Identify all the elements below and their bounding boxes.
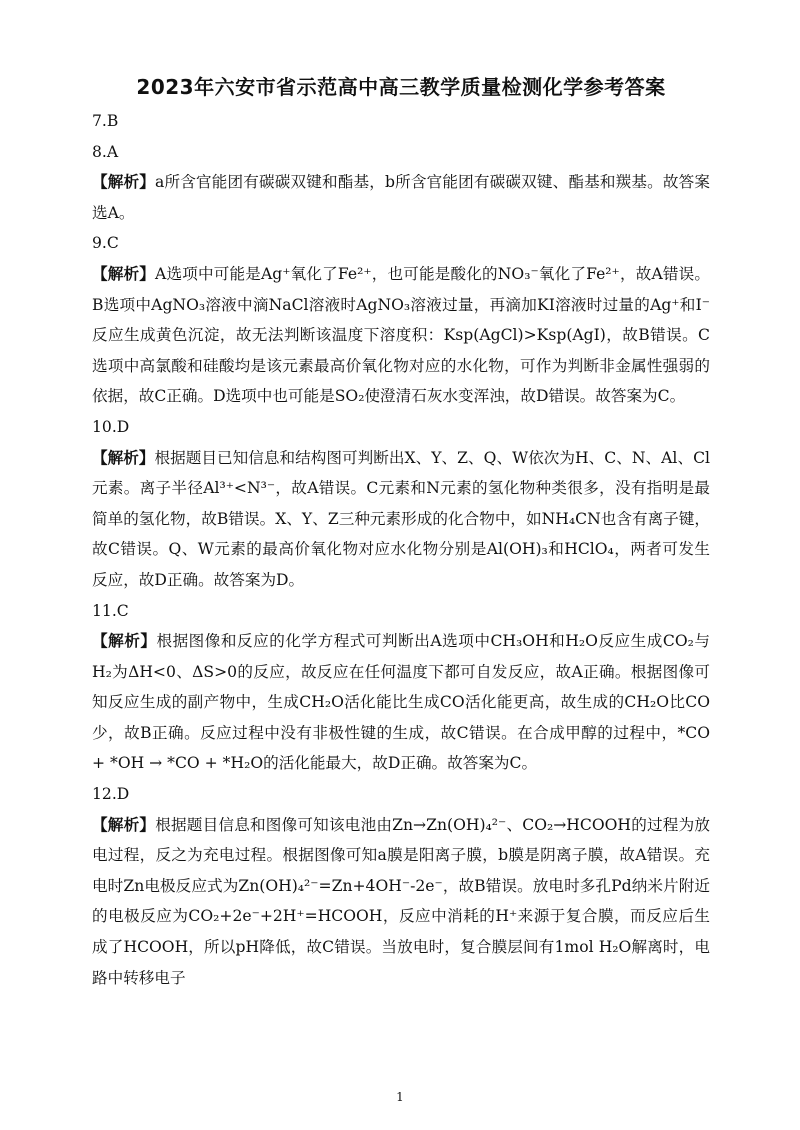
explanation-9-text: A选项中可能是Ag⁺氧化了Fe²⁺，也可能是酸化的NO₃⁻氧化了Fe²⁺，故A错误。B选项中AgNO₃溶液中滴NaCl溶液时AgNO₃溶液过量，再滴加KI溶液时过量的Ag⁺和I⁻反应生成黄色沉淀，故无法判断该温度下溶度积：Ksp(AgCl)>Ksp(AgI)，故B错误。C选项中高氯酸和硅酸均是该元素最高价氧化物对应的水化物，可作为判断非金属性强弱的依据，故C正确。D选项中也可能是SO₂使澄清石灰水变浑浊，故D错误。故答案为C。 (92, 264, 710, 406)
answer-9: 9.C (92, 234, 119, 253)
analysis-label: 【解析】 (92, 263, 156, 283)
explanation-11-text: 根据图像和反应的化学方程式可判断出A选项中CH₃OH和H₂O反应生成CO₂与H₂为ΔH<0、ΔS>0的反应，故反应在任何温度下都可自发反应，故A正确。根据图像可知反应生成的副产物中，生成CH₂O活化能比生成CO活化能更高，故生成的CH₂O比CO少，故B正确。反应过程中没有非极性键的生成，故C错误。在合成甲醇的过程中，*CO + *OH → *CO + *H₂O的活化能最大，故D正确。故答案为C。 (92, 632, 710, 773)
page-title: 2023年六安市省示范高中高三教学质量检测化学参考答案 (136, 75, 666, 99)
explanation-8 (92, 167, 710, 228)
page-number: 1 (396, 1090, 404, 1104)
explanation-9 (92, 259, 710, 412)
answer-10: 10.D (92, 417, 130, 436)
explanation-12 (92, 810, 710, 994)
analysis-label: 【解析】 (92, 631, 157, 651)
explanation-10-text: 根据题目已知信息和结构图可判断出X、Y、Z、Q、W依次为H、C、N、Al、Cl元素。离子半径Al³⁺<N³⁻，故A错误。C元素和N元素的氢化物种类很多，没有指明是最简单的氢化物，故B错误。X、Y、Z三种元素形成的化合物中，如NH₄CN也含有离子键，故C错误。Q、W元素的最高价氧化物对应水化物分别是Al(OH)₃和HClO₄，两者可发生反应，故D正确。故答案为D。 (92, 448, 710, 589)
answer-7: 7.B (92, 112, 119, 130)
analysis-label: 【解析】 (92, 447, 155, 467)
analysis-label: 【解析】 (92, 814, 156, 834)
answer-body (92, 106, 710, 993)
answer-8: 8.A (92, 142, 119, 161)
explanation-11 (92, 626, 710, 779)
explanation-8-text: a所含官能团有碳碳双键和酯基，b所含官能团有碳碳双键、酯基和羰基。故答案选A。 (92, 173, 710, 222)
explanation-10 (92, 443, 710, 596)
answer-12: 12.D (92, 785, 130, 804)
answer-11: 11.C (92, 601, 129, 620)
explanation-12-text: 根据题目信息和图像可知该电池由Zn→Zn(OH)₄²⁻、CO₂→HCOOH的过程为放电过程，反之为充电过程。根据图像可知a膜是阳离子膜，b膜是阴离子膜，故A错误。充电时Zn电极反应式为Zn(OH)₄²⁻=Zn+4OH⁻-2e⁻，故B错误。放电时多孔Pd纳米片附近的电极反应为CO₂+2e⁻+2H⁺=HCOOH，反应中消耗的H⁺来源于复合膜，而反应后生成了HCOOH，所以pH降低，故C错误。当放电时，复合膜层间有1mol H₂O解离时，电路中转移电子 (92, 815, 710, 987)
analysis-label: 【解析】 (92, 172, 156, 192)
